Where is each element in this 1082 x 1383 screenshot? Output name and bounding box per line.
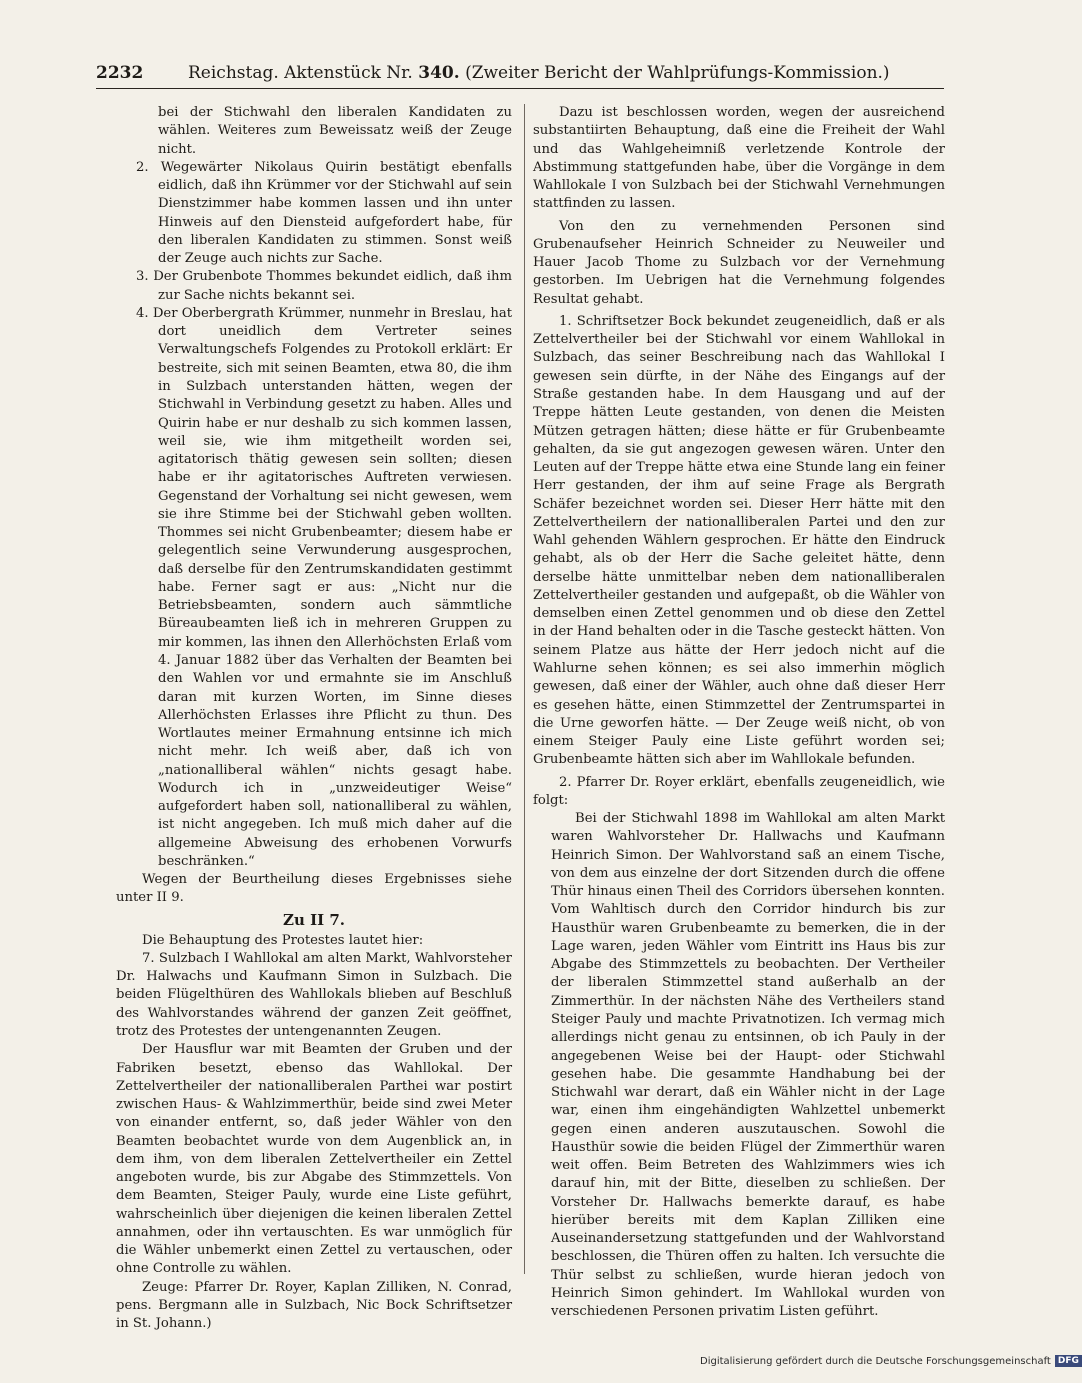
testimony-block bbox=[533, 810, 945, 1321]
testimony: 1. Schriftsetzer Bock bekundet zeugeneidlich, daß er als Zettelvertheiler bei der Stichwahl vor einem Wahllokal in Sulzbach, das seiner Beschreibung nach das Wahllokal I gewesen sein dürfte, in der Nähe des Eingangs auf der Straße gestanden habe. In dem Hausgang und auf der Treppe hätten Leute gestanden, von denen die Meisten Mützen getragen hätten; diese hätte er für Grubenbeamte gehalten, da sie gut angezogen gewesen wären. Unter den Leuten auf der Treppe hätte etwa eine Stunde lang ein feiner Herr gestanden, der ihm auf seine Frage als Bergrath Schäfer bezeichnet worden sei. Dieser Herr hätte mit den Zettelvertheilern der nationalliberalen Partei und den zur Wahl gehenden Wählern gesprochen. Er hätte den Eindruck gehabt, als ob der Herr die Sache geleitet hätte, denn derselbe hätte unmittelbar neben dem nationalliberalen Zettelvertheiler gestanden und aufgepaßt, ob die Wähler von demselben einen Zettel genommen und ob diese den Zettel in der Hand behalten oder in die Tasche gesteckt hätten. Von seinem Platze aus hätte der Herr jedoch nicht auf die Wahlurne sehen können; es sei also immerhin möglich gewesen, daß einer der Wähler, auch ohne daß dieser Herr es gesehen hätte, einen Stimmzettel der Zentrumspartei in die Urne geworfen hätte. — Der Zeuge weiß nicht, ob von einem Steiger Pauly eine Liste geführt worden sei; Grubenbeamte hätten sich aber im Wahllokale befunden. bbox=[533, 313, 945, 768]
witness-item: 4. Der Oberbergrath Krümmer, nunmehr in Breslau, hat dort uneidlich dem Vertreter seines Verwaltungschefs Folgendes zu Protokoll erklärt: Er bestreite, sich mit seinen Beamten, etwa 80, die ihm in Sulzbach unterstanden hätten, wegen der Stichwahl in Verbindung gesetzt zu haben. Alles und Quirin habe er nur deshalb zu sich kommen lassen, weil sie, wie ihm mitgetheilt worden sei, agitatorisch thätig gewesen sein sollten; diesen habe er ihr agitatorisches Auftreten verwiesen. Gegenstand der Vorhaltung sei nicht gewesen, wem sie ihre Stimme bei der Stichwahl geben wollten. Thommes sei nicht Grubenbeamter; diesem habe er gelegentlich seine Verwunderung ausgesprochen, daß derselbe für den Zentrumskandidaten gestimmt habe. Ferner sagt er aus: „Nicht nur die Betriebsbeamten, sondern auch sämmtliche Büreaubeamten ließ ich in mehreren Gruppen zu mir kommen, las ihnen den Allerhöchsten Erlaß vom 4. Januar 1882 über das Verhalten der Beamten bei den Wahlen vor und ermahnte sie im Anschluß daran mit kurzen Worten, im Sinne dieses Allerhöchsten Erlasses ihre Pflicht zu thun. Des Wortlautes meiner Ermahnung entsinne ich mich nicht mehr. Ich weiß aber, daß ich von „nationalliberal wählen“ nichts gesagt habe. Wodurch ich in „unzweideutiger Weise“ aufgefordert haben soll, nationalliberal zu wählen, ist nicht angegeben. Ich muß mich daher auf die allgemeine Abweisung des erhobenen Vorwurfs beschränken.“ bbox=[136, 305, 512, 869]
protest-quote: Der Hausflur war mit Beamten der Gruben und der Fabriken besetzt, ebenso das Wahllokal. Der Zettelvertheiler der nationalliberalen Parthei war postirt zwischen Haus- & Wahlzimmerthür, beide sind zwei Meter von einander entfernt, so, daß jeder Wähler von den Beamten beobachtet wurde von dem Augenblick an, in dem ihm, von dem liberalen Zettelvertheiler ein Zettel angeboten wurde, bis zur Abgabe des Stimmzettels. Von dem Beamten, Steiger Pauly, wurde eine Liste geführt, wahrscheinlich über diejenigen die keinen liberalen Zettel annahmen, oder ihn vertauschten. Es war unmöglich für die Wähler unbemerkt einen Zettel zu vertauschen, oder ohne Controlle zu wählen. bbox=[116, 1042, 512, 1277]
header-title bbox=[188, 60, 890, 86]
header-rule bbox=[96, 88, 944, 89]
page-number: 2232 bbox=[96, 63, 144, 83]
section-heading: Zu II 7. bbox=[283, 910, 345, 929]
protest-quote: 7. Sulzbach I Wahllokal am alten Markt, Wahlvorsteher Dr. Halwachs und Kaufmann Simon in Sulzbach. Die beiden Flügelthüren des Wahllokals blieben auf Beschluß des Wahlvorstandes während der ganzen Zeit geöffnet, trotz des Protestes der untengenannten Zeugen. bbox=[116, 950, 512, 1040]
header-title-suffix: (Zweiter Bericht der Wahlprüfungs-Kommission.) bbox=[465, 63, 890, 83]
witness-item: 3. Der Grubenbote Thommes bekundet eidlich, daß ihm zur Sache nichts bekannt sei. bbox=[136, 269, 512, 303]
witness-list: Zeuge: Pfarrer Dr. Royer, Kaplan Zilliken, N. Conrad, pens. Bergmann alle in Sulzbach, Nic Bock Schriftsetzer in St. Johann.) bbox=[116, 1279, 512, 1332]
testimony-quote: Bei der Stichwahl 1898 im Wahllokal am alten Markt waren Wahlvorsteher Dr. Hallwachs und Kaufmann Heinrich Simon. Der Wahlvorstand saß an einem Tische, von dem aus einzelne der dort Sitzenden durch die offene Thür hinaus einen Theil des Corridors übersehen konnten. Vom Wahltisch durch den Corridor hindurch bis zur Hausthür waren Grubenbeamte zu bemerken, die in der Lage waren, jeden Wähler vom Eintritt ins Haus bis zur Abgabe des Stimmzettels zu beobachten. Der Vertheiler der liberalen Stimmzettel stand außerhalb an der Zimmerthür. In der nächsten Nähe des Vertheilers stand Steiger Pauly und machte Privatnotizen. Ich vermag mich allerdings nicht genau zu entsinnen, ob ich Pauly in der angegebenen Weise bei der Haupt- oder Stichwahl gesehen habe. Die gesammte Handhabung bei der Stichwahl war derart, daß ein Wähler nicht in der Lage war, einen ihm eingehändigten Wahlzettel unbemerkt gegen einen anderen auszutauschen. Sowohl die Hausthür sowie die beiden Flügel der Zimmerthür waren weit offen. Beim Betreten des Wahlzimmers wies ich darauf hin, mit der Bitte, dieselben zu schließen. Der Vorsteher Dr. Hallwachs bemerkte darauf, es habe hierüber bereits mit dem Kaplan Zilliken eine Auseinandersetzung stattgefunden und der Wahlvorstand beschlossen, die Thüren offen zu halten. Ich versuchte die Thür selbst zu schließen, wurde hieran jedoch von Heinrich Simon gehindert. Im Wahllokal wurden von verschiedenen Personen privatim Listen geführt. bbox=[551, 811, 945, 1320]
witness-item: 2. Wegewärter Nikolaus Quirin bestätigt ebenfalls eidlich, daß ihn Krümmer vor der Stichwahl auf sein Dienstzimmer habe kommen lassen und ihn unter Hinweis auf den Diensteid aufgefordert habe, für den liberalen Kandidaten zu stimmen. Sonst weiß der Zeuge auch nichts zur Sache. bbox=[136, 159, 512, 267]
column-divider bbox=[524, 104, 525, 1274]
digitization-footer bbox=[700, 1352, 1079, 1372]
dfg-logo: DFG bbox=[1055, 1355, 1082, 1367]
testimony: 2. Pfarrer Dr. Royer erklärt, ebenfalls zeugeneidlich, wie folgt: bbox=[533, 774, 945, 808]
document-number: 340. bbox=[418, 63, 460, 83]
running-header bbox=[96, 60, 944, 86]
header-title-prefix: Reichstag. Aktenstück Nr. bbox=[188, 63, 413, 83]
paragraph: Wegen der Beurtheilung dieses Ergebnisses siehe unter II 9. bbox=[116, 872, 512, 906]
footer-text: Digitalisierung gefördert durch die Deutsche Forschungsgemeinschaft bbox=[700, 1356, 1051, 1367]
left-column bbox=[116, 104, 512, 1334]
right-column bbox=[533, 104, 945, 1322]
paragraph: Dazu ist beschlossen worden, wegen der ausreichend substantiirten Behauptung, daß eine die Freiheit der Wahl und das Wahlgeheimniß verletzende Kontrole der Abstimmung stattgefunden habe, über die Vorgänge in dem Wahllokale I von Sulzbach bei der Stichwahl Vernehmungen stattfinden zu lassen. bbox=[533, 105, 945, 212]
paragraph: Von den zu vernehmenden Personen sind Grubenaufseher Heinrich Schneider zu Neuweiler und Hauer Jacob Thome zu Sulzbach vor der Vernehmung gestorben. Im Uebrigen hat die Vernehmung folgendes Resultat gehabt. bbox=[533, 218, 945, 307]
paragraph: bei der Stichwahl den liberalen Kandidaten zu wählen. Weiteres zum Beweissatz weiß der Zeuge nicht. bbox=[158, 105, 512, 157]
paragraph: Die Behauptung des Protestes lautet hier: bbox=[142, 932, 424, 948]
